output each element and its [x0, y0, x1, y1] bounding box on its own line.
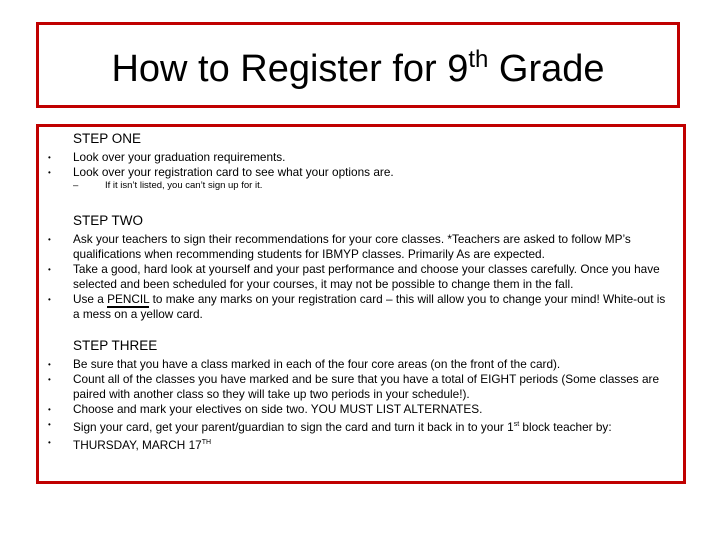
list-item: • Sign your card, get your parent/guardian to sign the card and turn it back in to your 1st block teacher by: — [73, 417, 675, 435]
deadline-date: THURSDAY, MARCH 17 — [73, 438, 202, 452]
list-item: • Look over your registration card to see what your options are. — [48, 165, 394, 179]
list-item: • Be sure that you have a class marked in each of the four core areas (on the front of the card). — [48, 357, 561, 371]
title-tail: Grade — [488, 48, 605, 90]
list-item: • Take a good, hard look at yourself and your past performance and choose your classes carefully. Once you have selected and been scheduled for your courses, it may not be possible to change them in the fall. — [48, 262, 660, 291]
bullet-icon: • — [48, 438, 51, 447]
step-one — [48, 131, 675, 192]
step-one-heading: STEP ONE — [73, 131, 142, 146]
sub-item: – If it isn’t listed, you can’t sign up for it. — [73, 180, 263, 191]
bullet-icon: • — [48, 375, 51, 384]
bullet-icon: • — [48, 405, 51, 414]
step-two-heading: STEP TWO — [73, 213, 144, 228]
bullet-icon: • — [48, 360, 51, 369]
content-box — [36, 124, 686, 484]
bullet-icon: • — [48, 168, 51, 177]
page-title — [111, 48, 604, 88]
list-item: • Use a PENCIL to make any marks on your registration card – this will allow you to change your mind! White-out is a mess on a yellow card. — [48, 292, 666, 321]
step-one-list — [48, 150, 675, 180]
bullet-icon: • — [48, 265, 51, 274]
step-two-list — [48, 232, 675, 322]
title-main: How to Register for 9 — [111, 48, 469, 90]
list-item: • Ask your teachers to sign their recommendations for your core classes. *Teachers are asked to follow MP’s qualifications when recommending students for IBMYP classes. Primarily As are expected. — [48, 232, 631, 261]
bullet-icon: • — [48, 420, 51, 429]
list-item: • Look over your graduation requirements. — [48, 150, 286, 164]
list-item: • Count all of the classes you have marked and be sure that you have a total of EIGHT periods (Some classes are paired with another class so they will take up two periods in your schedule!). — [48, 372, 660, 401]
list-item: • THURSDAY, MARCH 17TH — [73, 435, 675, 453]
list-item: • Choose and mark your electives on side two. YOU MUST LIST ALTERNATES. — [48, 402, 483, 416]
title-superscript: th — [468, 46, 489, 73]
bullet-icon: • — [48, 295, 51, 304]
dash-icon: – — [73, 180, 79, 191]
bullet-icon: • — [48, 235, 51, 244]
step-three-list — [48, 357, 675, 453]
bullet-icon: • — [48, 153, 51, 162]
title-box — [36, 22, 680, 108]
pencil-word: PENCIL — [107, 292, 150, 306]
step-three-heading: STEP THREE — [73, 338, 158, 353]
step-three — [48, 338, 675, 453]
step-two — [48, 213, 675, 322]
